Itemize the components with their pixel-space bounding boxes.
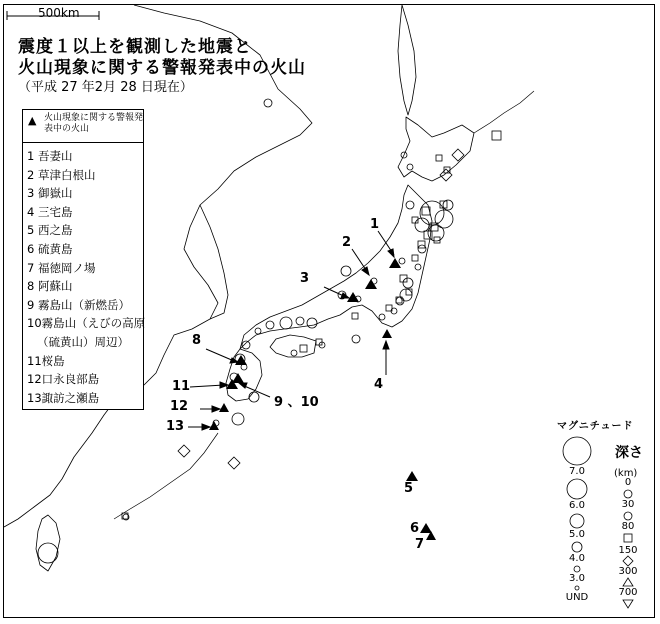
callout-11: 11 xyxy=(172,379,191,394)
title-line-2: 火山現象に関する警報発表中の火山 xyxy=(18,58,306,78)
magnitude-legend-title: マグニチュード xyxy=(557,421,634,432)
callout-12: 12 xyxy=(170,399,189,414)
magnitude-legend-symbols xyxy=(563,437,591,590)
volcano-list-item: 1 吾妻山 xyxy=(27,149,73,163)
nansei-islands xyxy=(114,433,218,519)
volcano-list-item: 13諏訪之瀬島 xyxy=(27,390,100,405)
callout-13: 13 xyxy=(166,419,185,434)
volcano-list-item: 7 福徳岡ノ場 xyxy=(27,260,96,275)
shikoku-coastline xyxy=(270,335,316,357)
volcano-list-item: 10霧島山（えびの高原 xyxy=(27,316,146,331)
callout-5: 5 xyxy=(404,481,414,496)
volcano-list-item: 9 霧島山（新燃岳） xyxy=(27,297,130,312)
honshu-coastline xyxy=(240,185,432,349)
volcano-list-item: 4 三宅島 xyxy=(27,204,73,219)
korea-coastline xyxy=(200,205,228,319)
callout-2: 2 xyxy=(342,235,352,250)
callout-9-10: 9 、10 xyxy=(274,395,319,410)
magnitude-label: 5.0 xyxy=(569,529,585,540)
map-title xyxy=(18,37,306,96)
depth-label: 30 xyxy=(621,499,635,510)
volcano-list-item: 11桜島 xyxy=(27,353,65,368)
callout-6: 6 xyxy=(410,521,420,536)
volcano-list-item: 3 御嶽山 xyxy=(27,186,73,201)
depth-legend-title: 深さ xyxy=(615,445,643,461)
volcano-list-item: 12口永良部島 xyxy=(27,372,100,387)
depth-legend-unit: (km) xyxy=(614,468,638,479)
callout-4: 4 xyxy=(374,377,384,392)
volcano-legend-caption: 火山現象に関する警報発表中の火山 xyxy=(44,113,144,134)
scale-bar-label: 500km xyxy=(38,6,80,20)
sakhalin-coastline xyxy=(398,5,416,115)
earthquake-markers-diamonds xyxy=(178,149,464,469)
depth-label: 300 xyxy=(618,566,638,577)
volcano-list-item: 2 草津白根山 xyxy=(27,167,96,182)
volcano-list-item: 6 硫黄島 xyxy=(27,241,73,256)
magnitude-label: 6.0 xyxy=(569,500,585,511)
callout-8: 8 xyxy=(192,333,202,348)
kuril-islands xyxy=(474,91,534,133)
volcano-list-item: （硫黄山）周辺） xyxy=(37,334,129,349)
map-frame xyxy=(3,4,655,618)
depth-label: 700 xyxy=(618,587,638,598)
callout-1: 1 xyxy=(370,217,380,232)
title-line-1: 震度１以上を観測した地震と xyxy=(18,37,252,57)
volcano-list-item: 8 阿蘇山 xyxy=(27,279,73,294)
magnitude-label: UND xyxy=(565,592,589,603)
magnitude-label: 4.0 xyxy=(569,553,585,564)
volcano-legend-header xyxy=(23,110,143,143)
depth-label: 0 xyxy=(624,477,632,488)
volcano-list xyxy=(23,143,146,409)
callout-7: 7 xyxy=(415,537,425,552)
depth-label: 150 xyxy=(618,545,638,556)
magnitude-label: 3.0 xyxy=(569,573,585,584)
magnitude-label: 7.0 xyxy=(569,466,585,477)
callout-3: 3 xyxy=(300,271,310,286)
volcano-legend xyxy=(22,109,144,410)
volcano-list-item: 5 西之島 xyxy=(27,223,73,238)
depth-label: 80 xyxy=(621,521,635,532)
hokkaido-coastline xyxy=(398,117,474,181)
title-date: （平成 27 年2月 28 日現在） xyxy=(18,80,193,95)
volcano-triangle-icon: ▲ xyxy=(28,114,37,127)
